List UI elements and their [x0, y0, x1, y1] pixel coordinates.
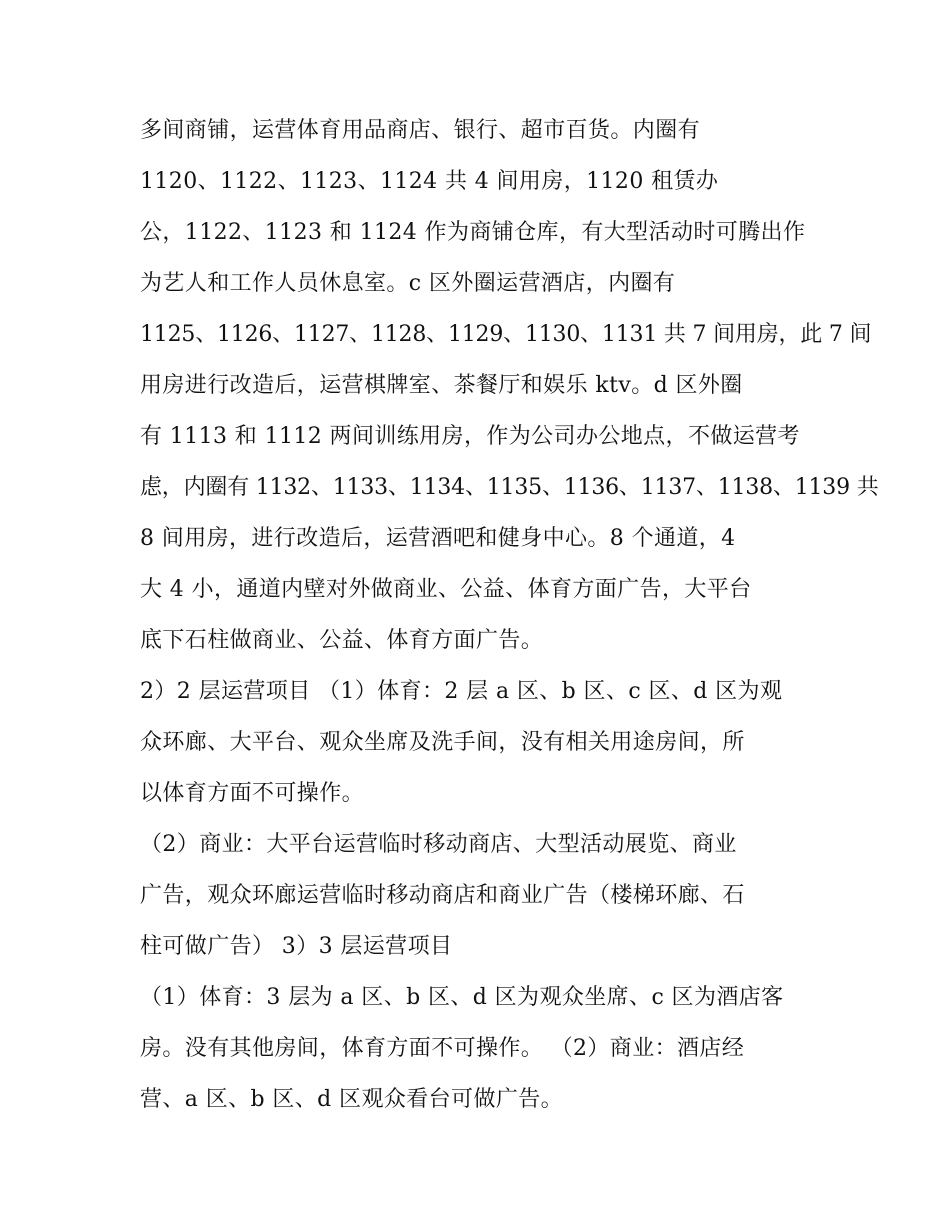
- text-line: 有 1113 和 1112 两间训练用房，作为公司办公地点，不做运营考: [140, 424, 800, 449]
- text-line: 柱可做广告） 3）3 层运营项目: [140, 934, 453, 959]
- text-line: 大 4 小，通道内壁对外做商业、公益、体育方面广告，大平台: [140, 577, 752, 602]
- text-line: （2）商业：大平台运营临时移动商店、大型活动展览、商业: [140, 832, 737, 857]
- text-line: 用房进行改造后，运营棋牌室、茶餐厅和娱乐 ktv。d 区外圈: [140, 373, 743, 398]
- text-line: 为艺人和工作人员休息室。c 区外圈运营酒店，内圈有: [140, 271, 676, 296]
- text-line: 8 间用房，进行改造后，运营酒吧和健身中心。8 个通道，4: [140, 526, 736, 551]
- text-line: 公，1122、1123 和 1124 作为商铺仓库，有大型活动时可腾出作: [140, 220, 806, 245]
- text-line: 众环廊、大平台、观众坐席及洗手间，没有相关用途房间，所: [140, 730, 745, 755]
- text-line: 1125、1126、1127、1128、1129、1130、1131 共 7 间用房，此 7 间: [140, 322, 872, 347]
- text-line: 多间商铺，运营体育用品商店、银行、超市百货。内圈有: [140, 118, 701, 143]
- text-line: 1120、1122、1123、1124 共 4 间用房，1120 租赁办: [140, 169, 719, 194]
- text-line: 底下石柱做商业、公益、体育方面广告。: [140, 628, 544, 653]
- text-line: （1）体育：3 层为 a 区、b 区、d 区为观众坐席、c 区为酒店客: [140, 985, 784, 1010]
- text-line: 广告，观众环廊运营临时移动商店和商业广告（楼梯环廊、石: [140, 883, 745, 908]
- text-line: 2）2 层运营项目 （1）体育：2 层 a 区、b 区、c 区、d 区为观: [140, 679, 783, 704]
- text-line: 虑，内圈有 1132、1133、1134、1135、1136、1137、1138、1139 共: [140, 475, 879, 500]
- text-line: 房。没有其他房间，体育方面不可操作。 （2）商业：酒店经: [140, 1036, 745, 1061]
- text-line: 以体育方面不可操作。: [140, 781, 365, 806]
- text-line: 营、a 区、b 区、d 区观众看台可做广告。: [140, 1087, 564, 1112]
- body-text: [140, 109, 879, 1129]
